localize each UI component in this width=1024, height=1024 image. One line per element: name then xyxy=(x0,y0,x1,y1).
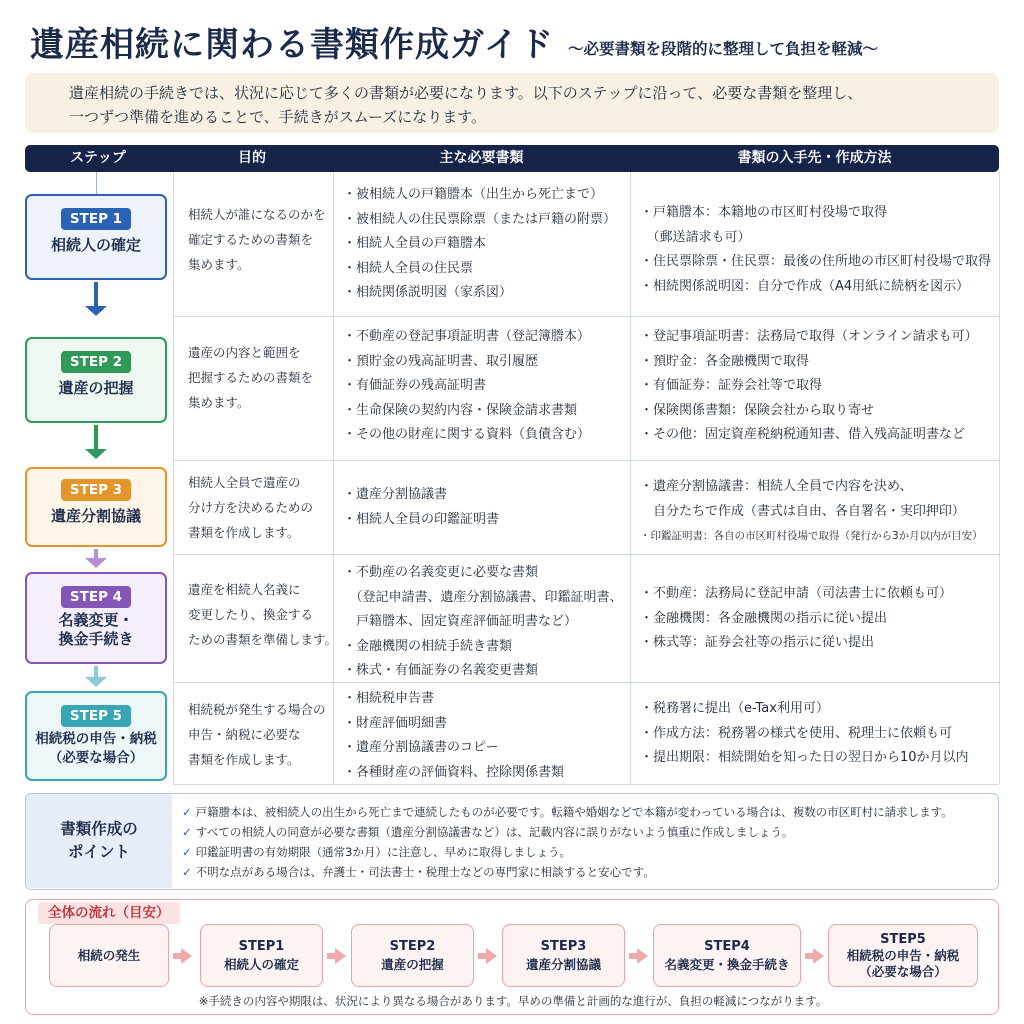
arrow-stem xyxy=(805,953,813,959)
down-arrow-icon xyxy=(85,449,107,459)
header-step: ステップ xyxy=(70,150,126,166)
step-1-sources: ・戸籍謄本：本籍地の市区町村役場で取得 （郵送請求も可） ・住民票除票・住民票：最後の住所地の市区町村役場で取得 ・相続関係説明図：自分で作成（A4用紙に続柄を図示） xyxy=(640,205,992,294)
step-4-purpose: 遺産を相続人名義に 変更したり、換金する ための書類を準備します。 xyxy=(188,582,338,647)
grid-line xyxy=(333,172,334,784)
check-icon: ✓ xyxy=(182,845,192,859)
step-1-purpose: 相続人が誰になるのかを 確定するための書類を 集めます。 xyxy=(188,207,326,272)
flow-step: STEP5 相続税の申告・納税 （必要な場合） xyxy=(828,924,978,987)
intro-box xyxy=(25,73,999,133)
check-icon: ✓ xyxy=(182,825,192,839)
step-3-purpose: 相続人全員で遺産の 分け方を決めるための 書類を作成します。 xyxy=(188,475,314,540)
down-arrow-icon xyxy=(85,558,107,568)
step-2-docs: ・不動産の登記事項証明書（登記簿謄本） ・預貯金の残高証明書、取引履歴 ・有価証券の残高証明書 ・生命保険の契約内容・保険金請求書類 ・その他の財産に関する資料（負債含む） xyxy=(343,329,591,442)
down-arrow-icon xyxy=(85,306,107,316)
step-2-purpose: 遺産の内容と範囲を 把握するための書類を 集めます。 xyxy=(188,345,314,410)
step-1-badge: STEP 1 xyxy=(61,208,131,230)
step-5-box xyxy=(25,691,167,781)
grid-line xyxy=(999,172,1000,784)
step-5-label: 相続税の申告・納税 （必要な場合） xyxy=(35,731,157,766)
intro-line: 遺産相続の手続きでは、状況に応じて多くの書類が必要になります。以下のステップに沿って、必要な書類を整理し、 xyxy=(69,84,863,102)
arrow-stem xyxy=(173,953,181,959)
flow-box xyxy=(25,899,999,1015)
grid-line xyxy=(173,784,999,785)
step-3-sources: ・遺産分割協議書：相続人全員で内容を決め、 自分たちで作成（書式は自由、各自署名・実印押印） ・印鑑証明書：各自の市区町村役場で取得（発行から3か月以内が目安） xyxy=(640,479,983,542)
step-5-purpose: 相続税が発生する場合の 申告・納税に必要な 書類を作成します。 xyxy=(188,702,326,767)
step-arrow xyxy=(94,282,98,308)
grid-line xyxy=(173,316,999,317)
right-arrow-icon xyxy=(181,948,192,964)
right-arrow-icon xyxy=(637,948,648,964)
down-arrow-icon xyxy=(85,677,107,687)
flow-step: 相続の発生 xyxy=(49,924,169,987)
arrow-stem xyxy=(327,953,335,959)
right-arrow-icon xyxy=(813,948,824,964)
step-4-docs: ・不動産の名義変更に必要な書類 （登記申請書、遺産分割協議書、印鑑証明書、 戸籍謄本、固定資産評価証明書など） ・金融機関の相続手続き書類 ・株式・有価証券の名義変更書類 xyxy=(343,565,623,678)
flow-step: STEP3 遺産分割協議 xyxy=(502,924,625,987)
intro-line: 一つずつ準備を進めることで、手続きがスムーズになります。 xyxy=(69,108,487,126)
list-item: ✓ 戸籍謄本は、被相続人の出生から死亡まで連続したものが必要です。転籍や婚姻などで本籍が変わっている場合は、複数の市区町村に請求します。 xyxy=(182,805,953,819)
step-3-label: 遺産分割協議 xyxy=(50,507,141,525)
step-3-box xyxy=(25,467,167,547)
grid-line xyxy=(173,554,999,555)
step-arrow xyxy=(94,425,98,451)
page-title: 遺産相続に関わる書類作成ガイド xyxy=(30,25,554,65)
step-5-docs: ・相続税申告書 ・財産評価明細書 ・遺産分割協議書のコピー ・各種財産の評価資料、控除関係書類 xyxy=(343,691,565,780)
points-box xyxy=(25,793,999,890)
header-source: 書類の入手先・作成方法 xyxy=(737,150,892,166)
step-2-box xyxy=(25,337,167,423)
step-1-box xyxy=(25,194,167,280)
step-1-label: 相続人の確定 xyxy=(50,236,141,254)
arrow-stem xyxy=(629,953,637,959)
flow-title: 全体の流れ（目安） xyxy=(38,902,180,924)
step-2-sources: ・登記事項証明書：法務局で取得（オンライン請求も可） ・預貯金：各金融機関で取得 ・有価証券：証券会社等で取得 ・保険関係書類：保険会社から取り寄せ ・その他：固定資産税納税通知書、借入残高証明書など xyxy=(640,329,978,442)
flow-step: STEP2 遺産の把握 xyxy=(351,924,474,987)
step-4-box xyxy=(25,572,167,664)
grid-line xyxy=(630,172,631,784)
step-5-badge: STEP 5 xyxy=(61,705,131,727)
step-1-docs: ・被相続人の戸籍謄本（出生から死亡まで） ・被相続人の住民票除票（または戸籍の附票） ・相続人全員の戸籍謄本 ・相続人全員の住民票 ・相続関係説明図（家系図） xyxy=(343,187,617,300)
header-purpose: 目的 xyxy=(238,150,266,166)
list-item: ✓ 不明な点がある場合は、弁護士・司法書士・税理士などの専門家に相談すると安心です。 xyxy=(182,865,655,879)
grid-line xyxy=(173,172,174,784)
step-3-badge: STEP 3 xyxy=(61,479,131,501)
flow-step: STEP4 名義変更・換金手続き xyxy=(653,924,801,987)
title-row xyxy=(30,14,1000,66)
step-4-sources: ・不動産：法務局に登記申請（司法書士に依頼も可） ・金融機関：各金融機関の指示に従い提出 ・株式等：証券会社等の指示に従い提出 xyxy=(640,586,953,650)
list-item: ✓ 印鑑証明書の有効期限（通常3か月）に注意し、早めに取得しましょう。 xyxy=(182,845,571,859)
step-5-sources: ・税務署に提出（e-Tax利用可） ・作成方法：税務署の様式を使用、税理士に依頼も可 ・提出期限：相続開始を知った日の翌日から10か月以内 xyxy=(640,701,969,765)
points-title: 書類作成の ポイント xyxy=(26,794,172,888)
step-2-badge: STEP 2 xyxy=(61,351,131,373)
step-4-label: 名義変更・ 換金手続き xyxy=(58,611,134,648)
grid-line xyxy=(173,460,999,461)
page-subtitle: 〜必要書類を段階的に整理して負担を軽減〜 xyxy=(567,40,878,58)
check-icon: ✓ xyxy=(182,805,192,819)
step-2-label: 遺産の把握 xyxy=(58,379,134,397)
right-arrow-icon xyxy=(486,948,497,964)
header-docs: 主な必要書類 xyxy=(439,150,524,166)
list-item: ✓ すべての相続人の同意が必要な書類（遺産分割協議書など）は、記載内容に誤りがないよう慎重に作成しましょう。 xyxy=(182,825,794,839)
flow-note: ※手続きの内容や期限は、状況により異なる場合があります。早めの準備と計画的な進行が、負担の軽減につながります。 xyxy=(198,994,828,1008)
points-list xyxy=(182,802,953,882)
table-header xyxy=(25,145,999,172)
connector-line xyxy=(96,172,97,194)
check-icon: ✓ xyxy=(182,865,192,879)
right-arrow-icon xyxy=(335,948,346,964)
flow-step: STEP1 相続人の確定 xyxy=(200,924,323,987)
step-4-badge: STEP 4 xyxy=(61,586,131,608)
arrow-stem xyxy=(478,953,486,959)
step-3-docs: ・遺産分割協議書 ・相続人全員の印鑑証明書 xyxy=(343,487,500,527)
